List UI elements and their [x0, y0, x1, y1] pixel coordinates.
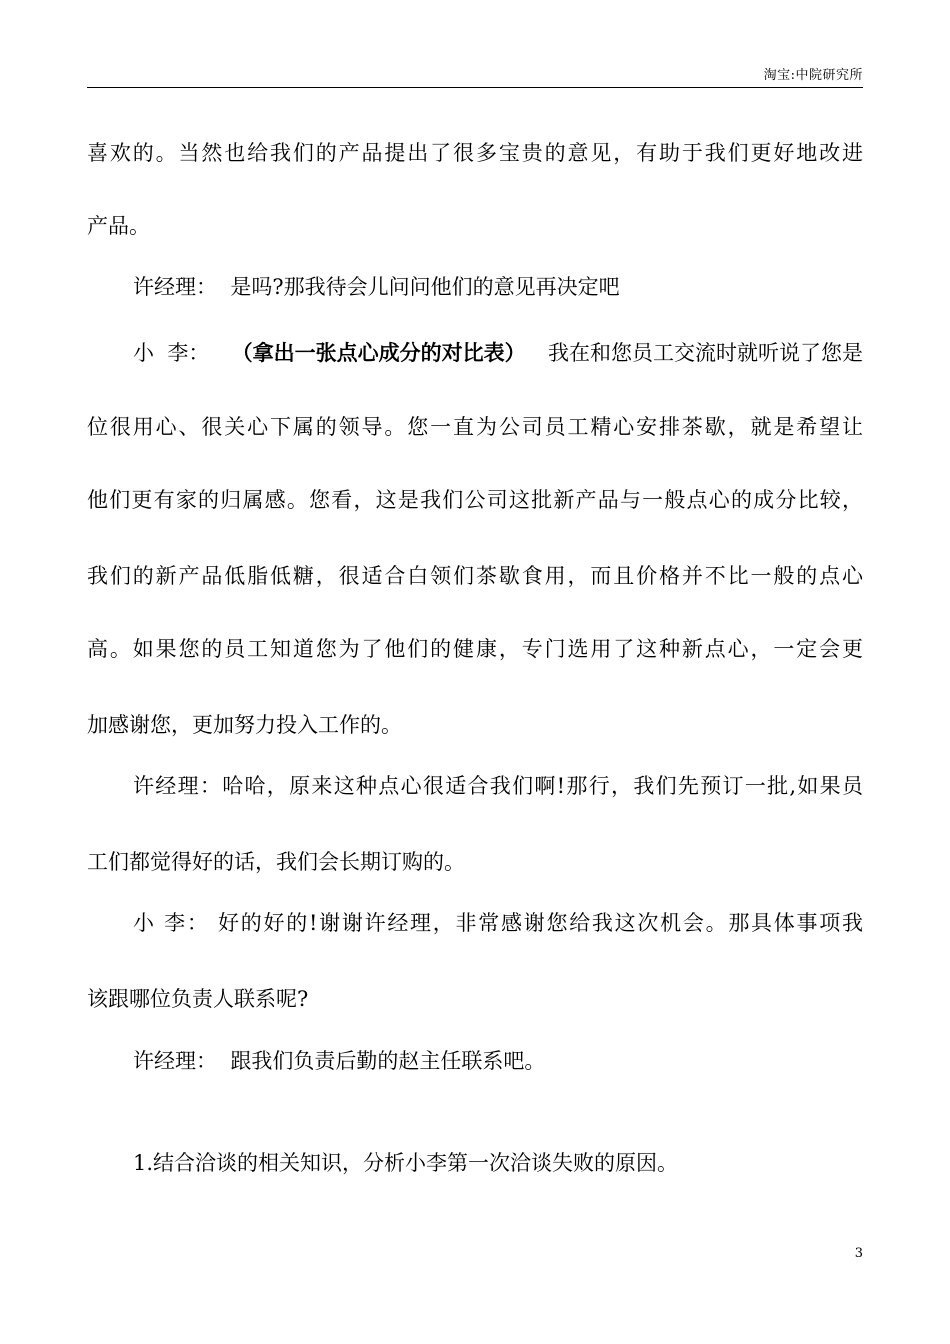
body-line-2: 产品。: [87, 214, 150, 238]
body-line-8: 高。如果您的员工知道您为了他们的健康，专门选用了这种新点心，一定会更: [87, 637, 863, 661]
stage-direction: [232, 338, 526, 368]
stage-direction-close-paren: ）: [504, 341, 526, 365]
body-line-13: 该跟哪位负责人联系呢?: [87, 987, 309, 1011]
body-line-7: 我们的新产品低脂低糖，很适合白领们茶歇食用，而且价格并不比一般的点心: [87, 564, 863, 588]
page-header-text: 淘宝:中院研究所: [763, 68, 863, 83]
dialogue-manager-xu-1: 许经理： 是吗?那我待会儿问问他们的意见再决定吧: [133, 275, 620, 299]
page-number: 3: [854, 1246, 863, 1261]
dialogue-xiaoli-2: 小 李： 好的好的!谢谢许经理，非常感谢您给我这次机会。那具体事项我: [133, 911, 863, 935]
body-line-5: 位很用心、很关心下属的领导。您一直为公司员工精心安排茶歇，就是希望让: [87, 415, 863, 439]
body-line-6: 他们更有家的归属感。您看，这是我们公司这批新产品与一般点心的成分比较，: [87, 488, 863, 512]
speaker-label: 小 李：: [133, 341, 210, 365]
body-line-9: 加感谢您，更加努力投入工作的。: [87, 713, 402, 737]
stage-direction-open-paren: （: [231, 341, 253, 365]
dialogue-manager-xu-2: 许经理：哈哈，原来这种点心很适合我们啊!那行，我们先预订一批,如果员: [133, 774, 863, 798]
speech-text: 我在和您员工交流时就听说了您是: [547, 341, 863, 365]
body-line-11: 工们都觉得好的话，我们会长期订购的。: [87, 850, 465, 874]
body-line-1: 喜欢的。当然也给我们的产品提出了很多宝贵的意见，有助于我们更好地改进: [87, 141, 863, 165]
stage-direction-text: 拿出一张点心成分的对比表: [252, 341, 505, 365]
question-1: 1.结合洽谈的相关知识，分析小李第一次洽谈失败的原因。: [133, 1151, 679, 1175]
dialogue-manager-xu-3: 许经理： 跟我们负责后勤的赵主任联系吧。: [133, 1049, 546, 1073]
dialogue-xiaoli-1: [133, 338, 863, 368]
header-divider: [87, 87, 863, 88]
